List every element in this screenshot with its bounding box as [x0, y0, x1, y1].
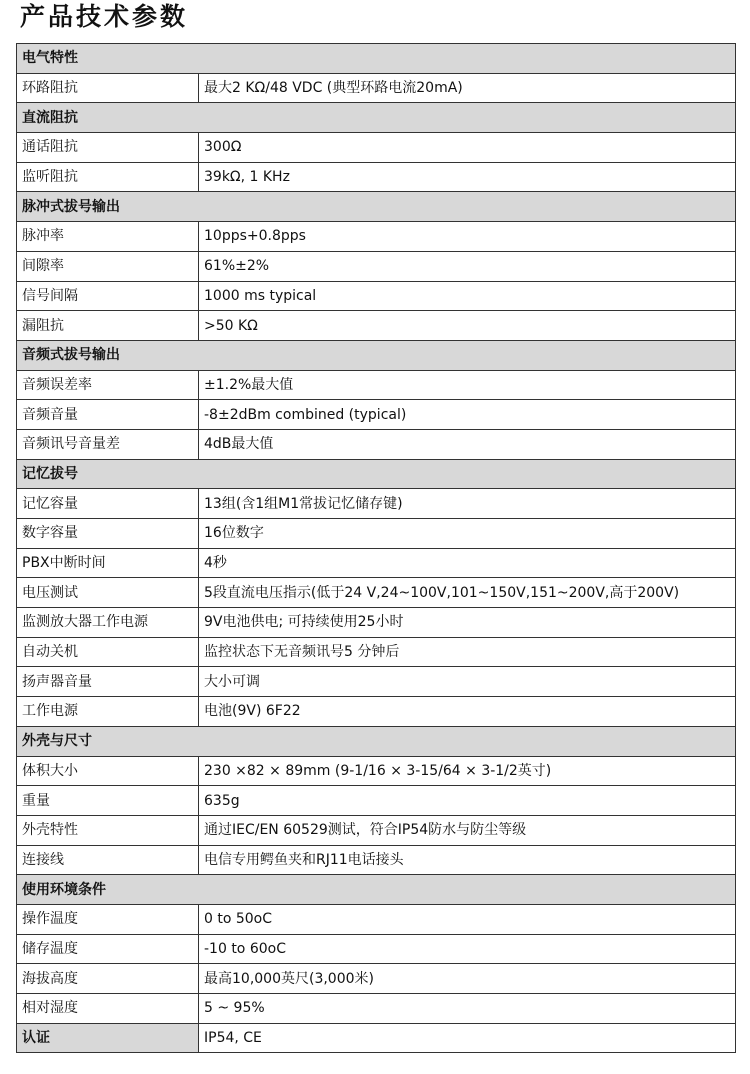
param-value: 电池(9V) 6F22 [199, 697, 736, 727]
section-heading: 外壳与尺寸 [17, 726, 736, 756]
param-value: 4秒 [199, 548, 736, 578]
table-row [17, 815, 736, 845]
param-label: 通话阻抗 [17, 133, 199, 163]
param-label: 监听阻抗 [17, 162, 199, 192]
table-row [17, 786, 736, 816]
param-label: 信号间隔 [17, 281, 199, 311]
table-row [17, 311, 736, 341]
param-label: 环路阻抗 [17, 73, 199, 103]
table-row [17, 400, 736, 430]
table-row [17, 429, 736, 459]
table-row [17, 845, 736, 875]
param-label: 电压测试 [17, 578, 199, 608]
param-value: 39kΩ, 1 KHz [199, 162, 736, 192]
section-header-row [17, 875, 736, 905]
page-title: 产品技术参数 [20, 2, 189, 31]
param-label: 漏阻抗 [17, 311, 199, 341]
param-value: 635g [199, 786, 736, 816]
section-header-row [17, 192, 736, 222]
param-label: 监测放大器工作电源 [17, 608, 199, 638]
section-header-row [17, 459, 736, 489]
param-label: 连接线 [17, 845, 199, 875]
table-row [17, 637, 736, 667]
table-row [17, 578, 736, 608]
param-label: 操作温度 [17, 904, 199, 934]
param-label: 体积大小 [17, 756, 199, 786]
table-row [17, 489, 736, 519]
table-row [17, 994, 736, 1024]
param-label: 音频误差率 [17, 370, 199, 400]
param-label: 间隙率 [17, 251, 199, 281]
param-value: 10pps+0.8pps [199, 222, 736, 252]
param-label: 工作电源 [17, 697, 199, 727]
param-label: 记忆容量 [17, 489, 199, 519]
param-value: 最高10,000英尺(3,000米) [199, 964, 736, 994]
table-row [17, 133, 736, 163]
table-row [17, 1023, 736, 1053]
param-value: 通过IEC/EN 60529测试，符合IP54防水与防尘等级 [199, 815, 736, 845]
section-header-row [17, 726, 736, 756]
param-value: IP54, CE [199, 1023, 736, 1053]
param-value: 1000 ms typical [199, 281, 736, 311]
param-label: 脉冲率 [17, 222, 199, 252]
table-row [17, 548, 736, 578]
param-value: 9V电池供电; 可持续使用25小时 [199, 608, 736, 638]
spec-table-body [17, 44, 736, 1053]
section-heading: 脉冲式拔号输出 [17, 192, 736, 222]
param-value: 5段直流电压指示(低于24 V,24~100V,101~150V,151~200V,高于200V) [199, 578, 736, 608]
param-value: 监控状态下无音频讯号5 分钟后 [199, 637, 736, 667]
section-heading: 记忆拔号 [17, 459, 736, 489]
param-label: 外壳特性 [17, 815, 199, 845]
table-row [17, 756, 736, 786]
param-value: -10 to 60oC [199, 934, 736, 964]
section-heading: 音频式拔号输出 [17, 340, 736, 370]
table-row [17, 964, 736, 994]
param-label: 海拔高度 [17, 964, 199, 994]
param-value: 5 ~ 95% [199, 994, 736, 1024]
param-label: 扬声器音量 [17, 667, 199, 697]
table-row [17, 162, 736, 192]
param-value: 最大2 KΩ/48 VDC (典型环路电流20mA) [199, 73, 736, 103]
param-value: 4dB最大值 [199, 429, 736, 459]
section-heading: 电气特性 [17, 44, 736, 74]
table-row [17, 73, 736, 103]
param-label: 自动关机 [17, 637, 199, 667]
table-row [17, 608, 736, 638]
param-label: 音频讯号音量差 [17, 429, 199, 459]
param-value: 0 to 50oC [199, 904, 736, 934]
param-value: 电信专用鳄鱼夹和RJ11电话接头 [199, 845, 736, 875]
table-row [17, 251, 736, 281]
param-value: 13组(含1组M1常拔记忆储存键) [199, 489, 736, 519]
table-row [17, 222, 736, 252]
param-label: 相对湿度 [17, 994, 199, 1024]
table-row [17, 370, 736, 400]
param-value: 230 ×82 × 89mm (9-1/16 × 3-15/64 × 3-1/2英寸) [199, 756, 736, 786]
param-value: 大小可调 [199, 667, 736, 697]
section-header-row [17, 103, 736, 133]
param-label: 音频音量 [17, 400, 199, 430]
param-value: 300Ω [199, 133, 736, 163]
param-value: ±1.2%最大值 [199, 370, 736, 400]
table-row [17, 281, 736, 311]
section-header-row [17, 340, 736, 370]
section-header-row [17, 44, 736, 74]
param-value: >50 KΩ [199, 311, 736, 341]
param-label: PBX中断时间 [17, 548, 199, 578]
param-label: 数字容量 [17, 519, 199, 549]
section-heading: 使用环境条件 [17, 875, 736, 905]
table-row [17, 667, 736, 697]
section-heading: 直流阻抗 [17, 103, 736, 133]
param-label: 储存温度 [17, 934, 199, 964]
spec-table [16, 43, 736, 1053]
param-value: 16位数字 [199, 519, 736, 549]
table-row [17, 934, 736, 964]
table-row [17, 904, 736, 934]
param-label: 认证 [17, 1023, 199, 1053]
param-label: 重量 [17, 786, 199, 816]
param-value: 61%±2% [199, 251, 736, 281]
table-row [17, 519, 736, 549]
table-row [17, 697, 736, 727]
param-value: -8±2dBm combined (typical) [199, 400, 736, 430]
